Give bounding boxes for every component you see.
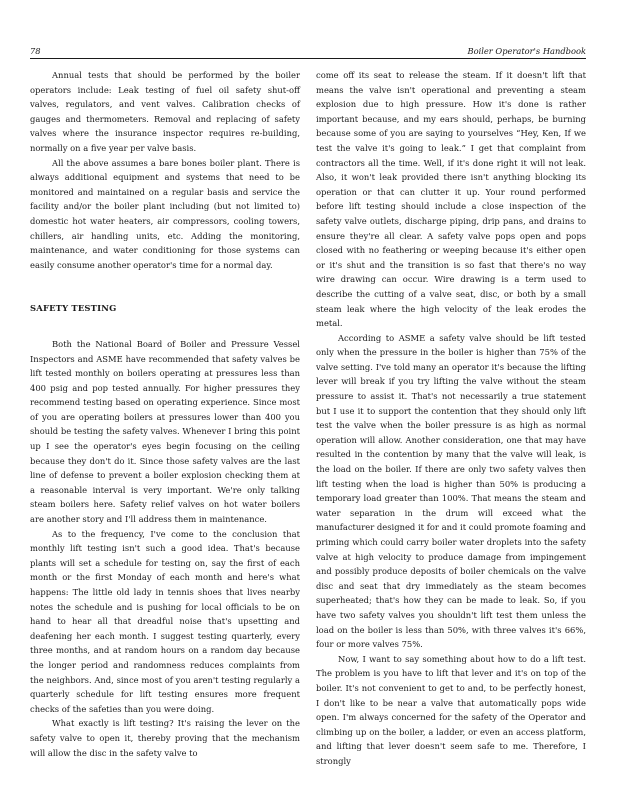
right-column [316, 68, 586, 769]
page-number: 78 [30, 46, 41, 56]
paragraph: What exactly is lift testing? It's raising the lever on the safety valve to open it, thereby proving that the mechanism will allow the disc in the safety valve to [30, 718, 300, 758]
paragraph: As to the frequency, I've come to the conclusion that monthly lift testing isn't such a good idea. That's because plants will set a schedule for testing on, say the first of each month or the first Monday of each month and here's what happens: The little old lady in tennis shoes that lives nearby notes the schedule and is pushing for local officials to be on hand to hear all that dreadful noise that's upsetting and deafening her each month. I suggest testing quarterly, every three months, and at random hours on a random day because the longer period and randomness reduces complaints from the neighbors. And, since most of you aren't testing regularly a quarterly schedule for lift testing ensures more frequent checks of the safeties than you were doing. [30, 528, 300, 714]
paragraph: Annual tests that should be performed by the boiler operators include: Leak testing of fuel oil safety shut-off valves, regulators, and vent valves. Calibration checks of gauges and thermometers. Removal and replacing of safety valves where the insurance inspector requires re-building, normally on a five year per valve basis. [30, 70, 300, 153]
paragraph: According to ASME a safety valve should be lift tested only when the pressure in the boiler is higher than 75% of the valve setting. I've told many an operator it's because the lifting lever will break if you try lifting the valve without the steam pressure to assist it. That's not necessarily a true statement but I use it to support the contention that they should only lift test the valve when the boiler pressure is as high as normal operation will allow. Another consideration, one that may have resulted in the contention by many that the valve will leak, is the load on the boiler. If there are only two safety valves then lift testing when the load is higher than 50% is producing a temporary load greater than 100%. That means the steam and water separation in the drum will exceed what the manufacturer designed it for and it could promote foaming and priming which could carry boiler water droplets into the safety valve at high velocity to produce damage from impingement and possibly produce deposits of boiler chemicals on the valve disc and seat that dry immediately as the steam becomes superheated; that's how they can be made to leak. So, if you have two safety valves you shouldn't lift test them unless the load on the boiler is less than 50%, with three valves it's 66%, four or more valves 75%. [316, 332, 586, 650]
left-column [30, 68, 300, 760]
paragraph: Both the National Board of Boiler and Pressure Vessel Inspectors and ASME have recommended that safety valves be lift tested monthly on boilers operating at pressures less than 400 psig and pop tested annually. For higher pressures they recommend testing based on operating experience. Since most of you are operating boilers at pressures lower than 400 you should be testing the safety valves. Whenever I bring this point up I see the operator's eyes begin focusing on the ceiling because they don't do it. Since those safety valves are the last line of defense to prevent a boiler explosion checking them at a reasonable interval is very important. We're only talking steam boilers here. Safety relief valves on hot water boilers are another story and I'll address them in maintenance. [30, 338, 300, 525]
section-heading: SAFETY TESTING [30, 303, 117, 314]
running-title: Boiler Operator's Handbook [467, 46, 586, 56]
paragraph: Now, I want to say something about how to do a lift test. The problem is you have to lift that lever and it's on top of the boiler. It's not convenient to get to and, to be perfectly honest, I don't like to be near a valve that automatically pops wide open. I'm always concerned for the safety of the Operator and climbing up on the boiler, a ladder, or even an access platform, and lifting that lever doesn't seem safe to me. Therefore, I strongly [316, 653, 586, 766]
paragraph: All the above assumes a bare bones boiler plant. There is always additional equipment and systems that need to be monitored and maintained on a regular basis and service the facility and/or the boiler plant including (but not limited to) domestic hot water heaters, air compressors, cooling towers, chillers, air handling units, etc. Adding the monitoring, maintenance, and water conditioning for those systems can easily consume another operator's time for a normal day. [30, 157, 300, 270]
running-header [30, 44, 586, 59]
paragraph-continued: come off its seat to release the steam. If it doesn't lift that means the valve isn't operational and preventing a steam explosion due to high pressure. How it's done is rather important because, and my ears should, perhaps, be burning because some of you are saying to yourselves “Hey, Ken, If we test the valve it's going to leak.” I get that complaint from contractors all the time. Well, if it's done right it will not leak. Also, it won't leak provided there isn't anything blocking its operation or that can clutter it up. Your round performed before lift testing should include a close inspection of the safety valve outlets, discharge piping, drip pans, and drains to ensure they're all clear. A safety valve pops open and pops closed with no feathering or weeping because it's either open or it's shut and the transition is so fast that there's no way wire drawing can occur. Wire drawing is a term used to describe the cutting of a valve seat, disc, or both by a small steam leak where the high velocity of the leak erodes the metal. [316, 70, 586, 329]
